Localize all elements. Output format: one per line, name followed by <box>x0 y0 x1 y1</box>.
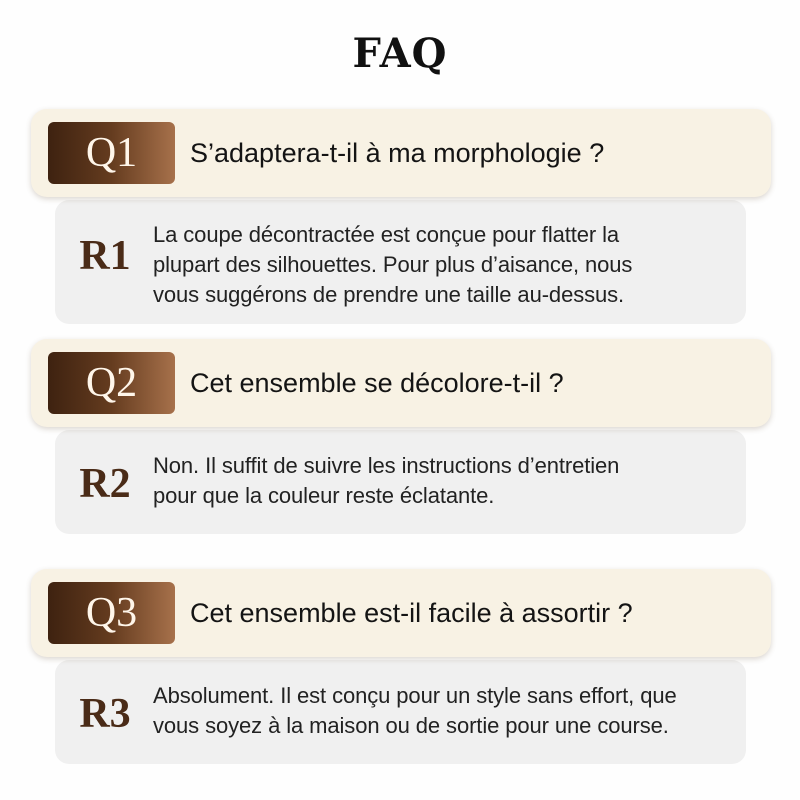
question-card-1[interactable] <box>31 109 771 197</box>
answer-card-1 <box>55 200 746 324</box>
question-card-2[interactable] <box>31 339 771 427</box>
question-text-1: S’adaptera-t-il à ma morphologie ? <box>190 138 605 168</box>
answer-label-2: R2 <box>79 461 131 507</box>
question-badge-3: Q3 <box>48 582 175 644</box>
answer-card-2 <box>55 430 746 534</box>
answer-text-1: La coupe décontractée est conçue pour flatter la plupart des silhouettes. Pour plus d’aisance, nous vous suggérons de prendre une taille au-dessus. <box>153 222 633 307</box>
question-badge-2: Q2 <box>48 352 175 414</box>
answer-label-1: R1 <box>79 233 131 279</box>
question-text-2: Cet ensemble se décolore-t-il ? <box>190 368 564 398</box>
question-text-3: Cet ensemble est-il facile à assortir ? <box>190 598 633 628</box>
answer-label-3: R3 <box>79 691 131 737</box>
answer-text-3: Absolument. Il est conçu pour un style sans effort, que vous soyez à la maison ou de sortie pour une course. <box>153 683 677 738</box>
answer-text-2: Non. Il suffit de suivre les instructions d’entretien pour que la couleur reste éclatante. <box>153 453 620 508</box>
answer-card-3 <box>55 660 746 764</box>
question-badge-1: Q1 <box>48 122 175 184</box>
question-card-3[interactable] <box>31 569 771 657</box>
faq-title: FAQ <box>352 30 448 77</box>
